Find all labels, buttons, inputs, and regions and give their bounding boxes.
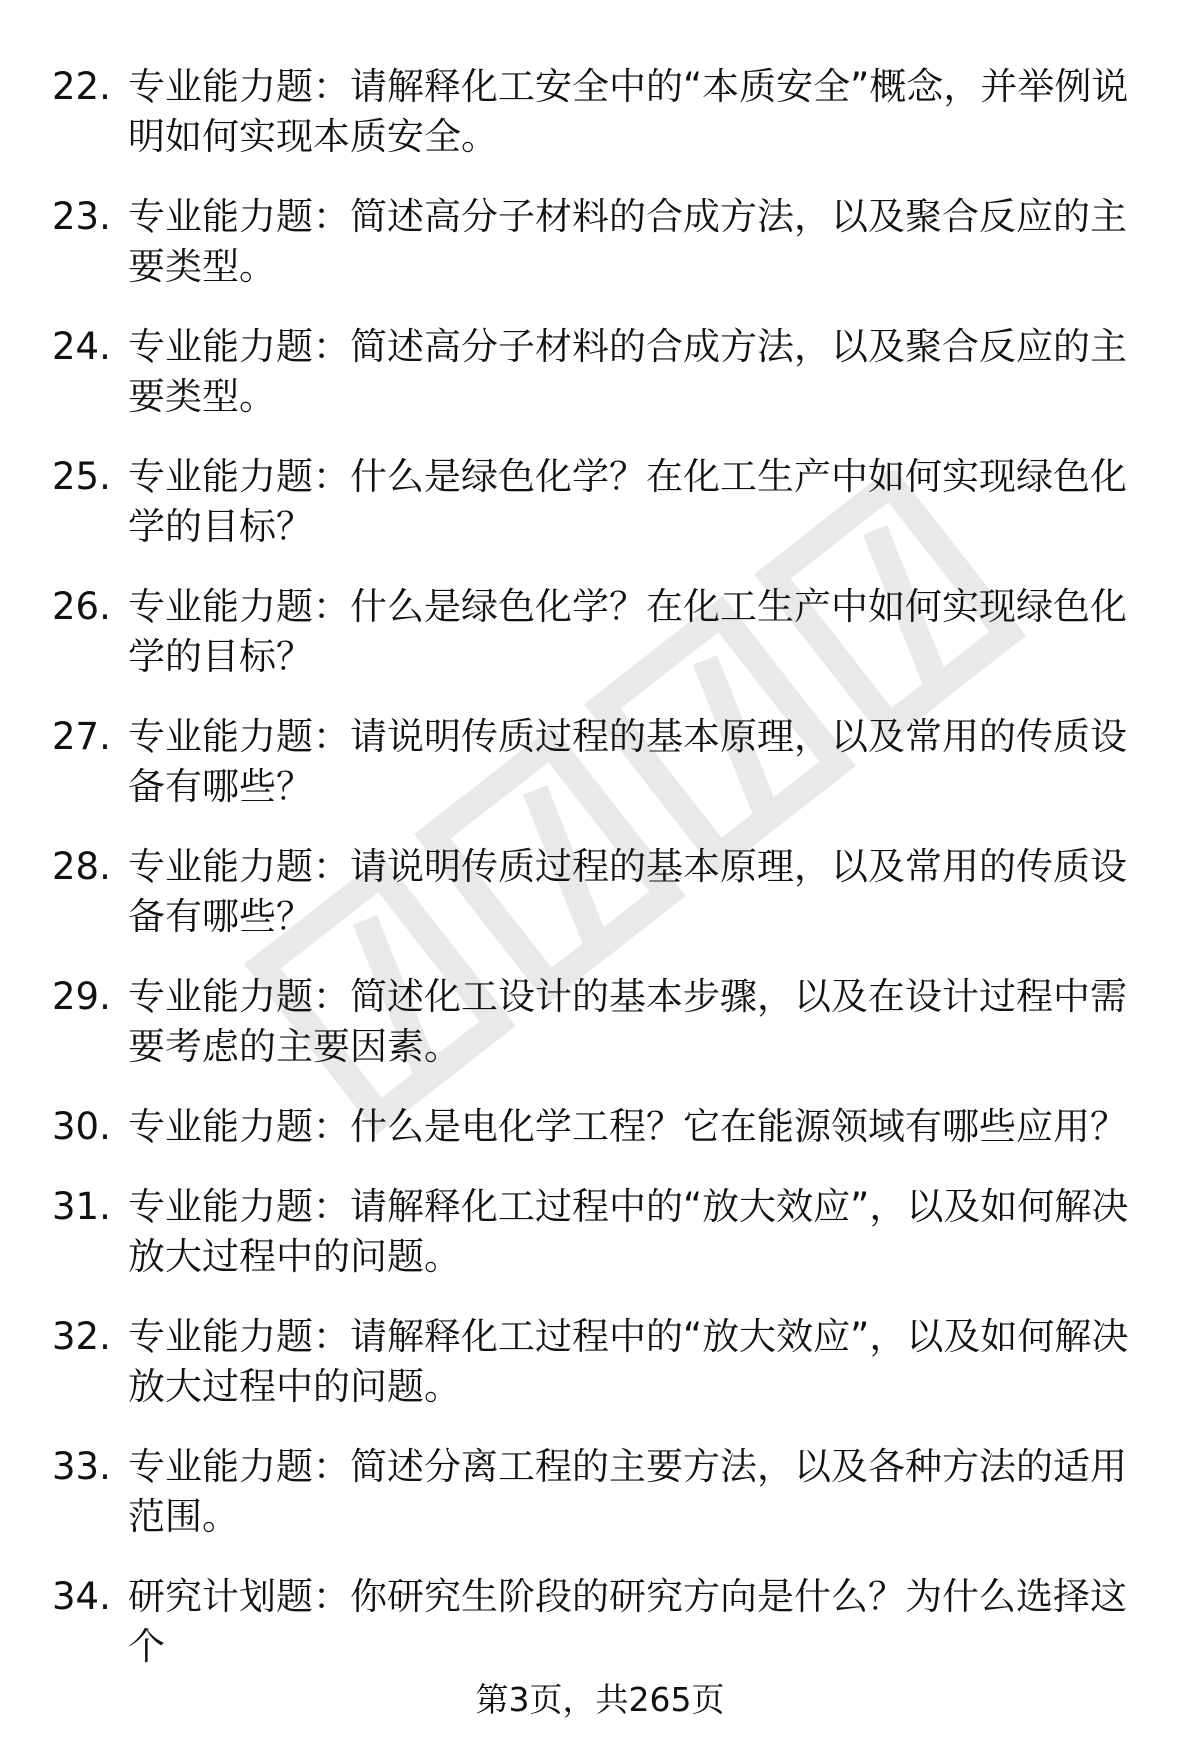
page-footer bbox=[0, 1678, 1200, 1722]
question-text: 专业能力题：什么是绿色化学？在化工生产中如何实现绿色化学的目标？ bbox=[128, 585, 1127, 678]
question-item bbox=[52, 192, 1142, 292]
question-text: 专业能力题：简述化工设计的基本步骤，以及在设计过程中需要考虑的主要因素。 bbox=[128, 975, 1127, 1068]
question-text: 研究计划题：你研究生阶段的研究方向是什么？为什么选择这个 bbox=[128, 1575, 1127, 1668]
page-number-label: 第3页，共265页 bbox=[475, 1680, 725, 1719]
question-item bbox=[52, 712, 1142, 812]
question-item bbox=[52, 1182, 1142, 1282]
question-number: 29. bbox=[52, 975, 111, 1018]
question-item bbox=[52, 842, 1142, 942]
question-text: 专业能力题：简述高分子材料的合成方法，以及聚合反应的主要类型。 bbox=[128, 195, 1127, 288]
question-item bbox=[52, 1442, 1142, 1542]
question-item bbox=[52, 62, 1142, 162]
question-number: 24. bbox=[52, 325, 111, 368]
question-item bbox=[52, 322, 1142, 422]
question-text: 专业能力题：简述高分子材料的合成方法，以及聚合反应的主要类型。 bbox=[128, 325, 1127, 418]
question-text: 专业能力题：请说明传质过程的基本原理，以及常用的传质设备有哪些？ bbox=[128, 845, 1127, 938]
question-text: 专业能力题：什么是电化学工程？它在能源领域有哪些应用？ bbox=[128, 1105, 1127, 1148]
question-item bbox=[52, 1572, 1142, 1672]
question-number: 23. bbox=[52, 195, 111, 238]
question-item bbox=[52, 582, 1142, 682]
question-number: 33. bbox=[52, 1445, 111, 1488]
question-item bbox=[52, 1102, 1142, 1152]
question-number: 32. bbox=[52, 1315, 111, 1358]
question-item bbox=[52, 452, 1142, 552]
question-text: 专业能力题：什么是绿色化学？在化工生产中如何实现绿色化学的目标？ bbox=[128, 455, 1127, 548]
question-number: 31. bbox=[52, 1185, 111, 1228]
question-text: 专业能力题：请解释化工过程中的“放大效应”，以及如何解决放大过程中的问题。 bbox=[128, 1185, 1129, 1278]
question-text: 专业能力题：简述分离工程的主要方法，以及各种方法的适用范围。 bbox=[128, 1445, 1127, 1538]
question-number: 34. bbox=[52, 1575, 111, 1618]
question-list bbox=[52, 62, 1142, 1702]
question-number: 26. bbox=[52, 585, 111, 628]
question-text: 专业能力题：请说明传质过程的基本原理，以及常用的传质设备有哪些？ bbox=[128, 715, 1127, 808]
question-number: 27. bbox=[52, 715, 111, 758]
question-text: 专业能力题：请解释化工安全中的“本质安全”概念，并举例说明如何实现本质安全。 bbox=[128, 65, 1129, 158]
question-number: 28. bbox=[52, 845, 111, 888]
question-number: 30. bbox=[52, 1105, 111, 1148]
question-number: 25. bbox=[52, 455, 111, 498]
question-text: 专业能力题：请解释化工过程中的“放大效应”，以及如何解决放大过程中的问题。 bbox=[128, 1315, 1129, 1408]
question-item bbox=[52, 1312, 1142, 1412]
question-number: 22. bbox=[52, 65, 111, 108]
question-item bbox=[52, 972, 1142, 1072]
